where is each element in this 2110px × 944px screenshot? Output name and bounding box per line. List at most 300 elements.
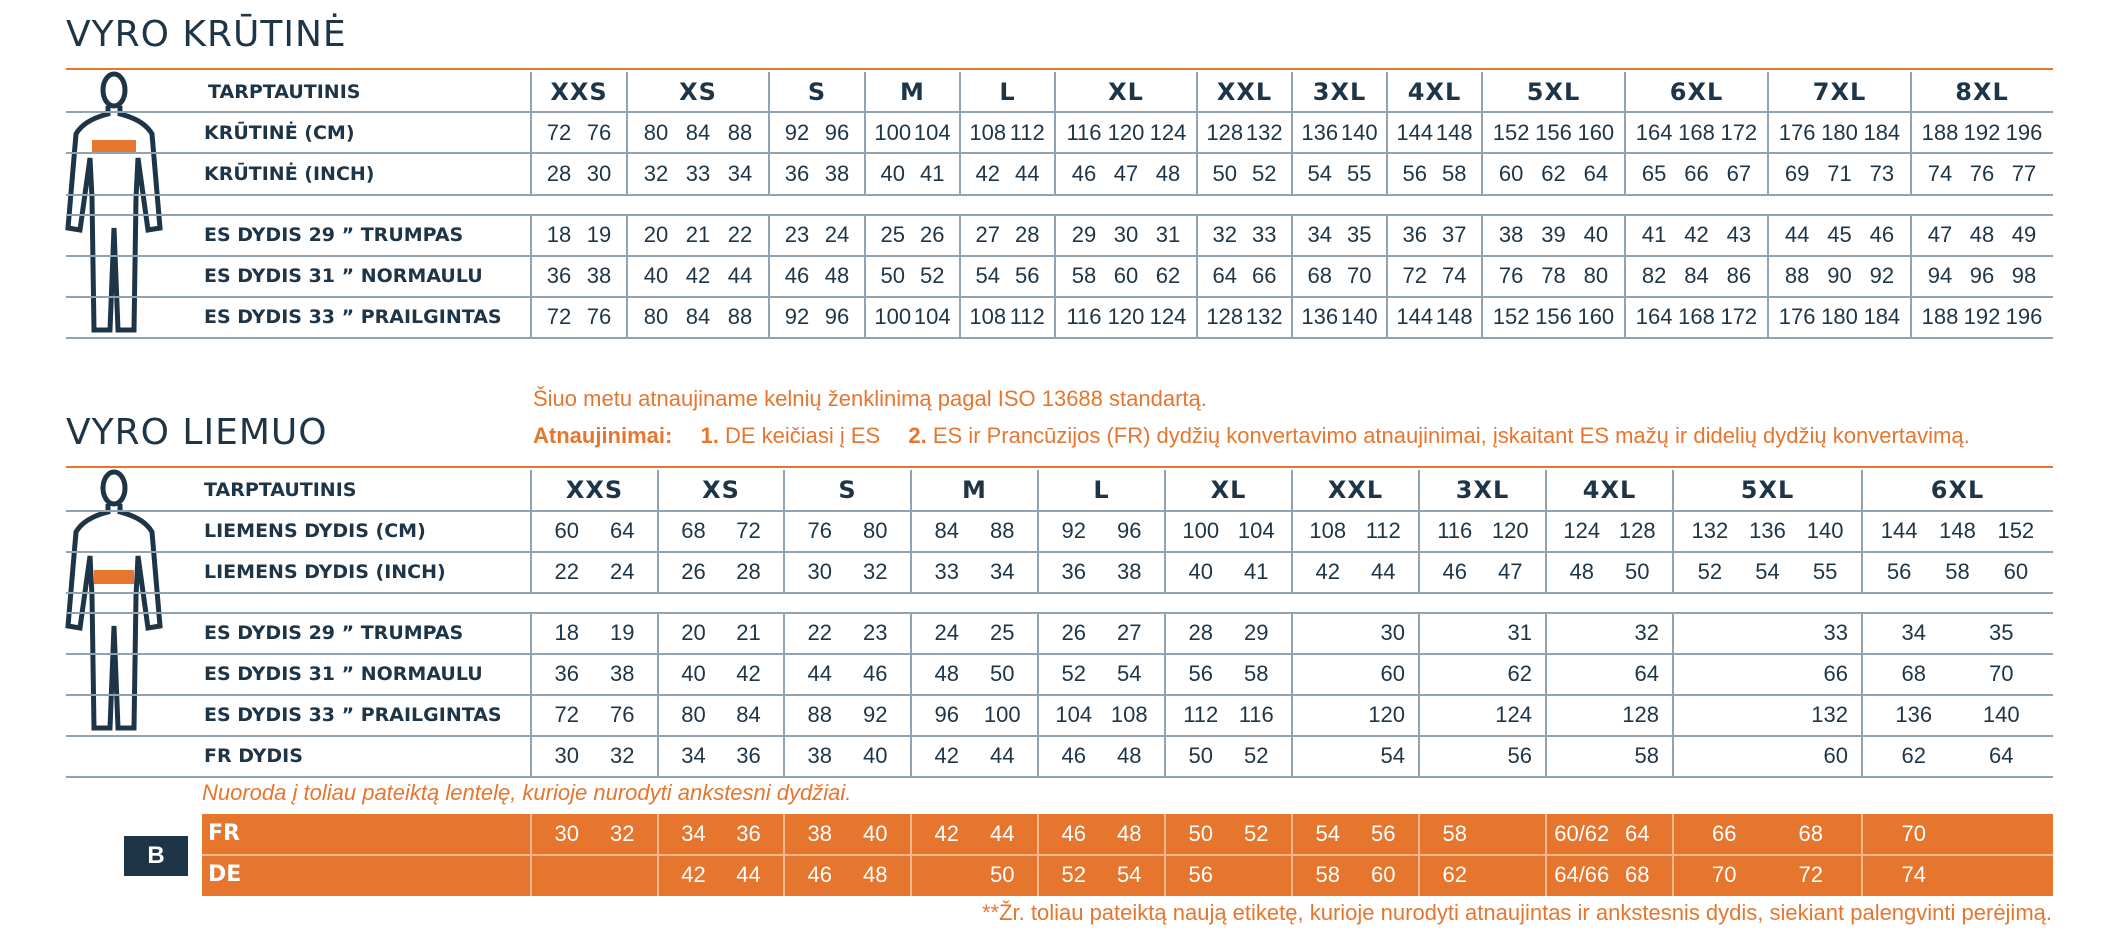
legacy-value-cell: 50 (1188, 821, 1213, 846)
chest-value-cell: 196 (2005, 120, 2043, 145)
waist-value-cell: 76 (807, 518, 832, 543)
legacy-value-cell: 48 (1117, 821, 1142, 846)
chest-value-cell: 27 (975, 222, 1000, 247)
legacy-value-cell (1483, 855, 1539, 895)
waist-value-cell: 50 (990, 661, 1015, 686)
chest-value-cell: 73 (1869, 161, 1895, 186)
waist-value-cell: 22 (807, 620, 832, 645)
chest-value-cell: 176 (1778, 120, 1816, 145)
legacy-value-cell: 58 (1315, 862, 1340, 887)
chest-size-header: XXS (550, 78, 608, 106)
chest-value-cell: 38 (1498, 222, 1524, 247)
waist-value-cell: 64 (610, 518, 635, 543)
footnote: **Žr. toliau pateiktą naują etiketę, kurioje nurodyti atnaujintas ir ankstesnis dydis, siekiant palengvinti perėjimą. (981, 900, 2052, 925)
waist-value-cell: 58 (1244, 661, 1269, 686)
waist-value-cell: 100 (983, 702, 1021, 727)
waist-value-cell: 116 (1238, 702, 1274, 727)
waist-value-cell: 30 (554, 743, 579, 768)
waist-value-cell: 64 (1634, 661, 1659, 686)
waist-value-cell: 46 (1442, 559, 1467, 584)
chest-row-label: ES DYDIS 33 ” PRAILGINTAS (204, 306, 502, 328)
chest-value-cell: 28 (1015, 222, 1040, 247)
waist-value-cell: 56 (1886, 559, 1912, 584)
waist-value-cell: 47 (1498, 559, 1523, 584)
chest-value-cell: 92 (784, 304, 810, 329)
legacy-value-cell: 62 (1442, 862, 1467, 887)
chest-value-cell: 96 (824, 304, 850, 329)
waist-value-cell: 42 (1315, 559, 1340, 584)
chest-value-cell: 132 (1245, 120, 1283, 145)
chest-value-cell: 41 (920, 161, 945, 186)
chest-row-label: TARPTAUTINIS (208, 81, 361, 103)
chest-value-cell: 188 (1921, 120, 1959, 145)
waist-value-cell: 52 (1697, 559, 1723, 584)
waist-value-cell: 124 (1495, 702, 1532, 727)
waist-value-cell: 34 (681, 743, 706, 768)
chest-value-cell: 96 (824, 120, 850, 145)
chest-value-cell: 136 (1301, 304, 1339, 329)
chest-value-cell: 140 (1340, 120, 1378, 145)
legacy-value-cell: 36 (736, 821, 761, 846)
chest-value-cell: 42 (685, 263, 711, 288)
waist-vline (1037, 612, 1039, 776)
waist-value-cell: 20 (681, 620, 706, 645)
chest-value-cell: 48 (1969, 222, 1995, 247)
legacy-value-cell (1229, 855, 1285, 895)
waist-size-header: 5XL (1740, 476, 1795, 504)
waist-value-cell: 58 (1945, 559, 1970, 584)
chest-size-header: 3XL (1312, 78, 1367, 106)
waist-hline (66, 776, 2053, 778)
chest-value-cell: 112 (1009, 304, 1045, 329)
legacy-value-cell: 44 (736, 862, 761, 887)
waist-value-cell: 40 (863, 743, 888, 768)
updates-line (533, 423, 1970, 449)
legacy-value-cell: 68 (1625, 862, 1650, 887)
legacy-value-cell: 42 (934, 821, 959, 846)
waist-value-cell: 35 (1989, 620, 2014, 645)
waist-body-figure-icon (64, 466, 182, 738)
chest-value-cell: 20 (643, 222, 669, 247)
chest-value-cell: 58 (1442, 161, 1467, 186)
chest-value-cell: 188 (1921, 304, 1959, 329)
legacy-value-cell (919, 855, 975, 895)
chest-value-cell: 19 (586, 222, 612, 247)
legacy-value-cell: 74 (1901, 862, 1926, 887)
waist-size-header: M (962, 476, 987, 504)
waist-value-cell: 112 (1183, 702, 1219, 727)
waist-value-cell: 50 (1625, 559, 1650, 584)
chest-value-cell: 48 (1155, 161, 1181, 186)
waist-value-cell: 44 (807, 661, 832, 686)
chest-size-header: 7XL (1812, 78, 1867, 106)
legacy-value-cell (1958, 855, 2046, 895)
chest-value-cell: 77 (2011, 161, 2037, 186)
chest-value-cell: 60 (1113, 263, 1139, 288)
chest-value-cell: 144 (1396, 304, 1434, 329)
chest-value-cell: 180 (1821, 120, 1858, 145)
chest-row-label: KRŪTINĖ (CM) (204, 122, 355, 144)
legacy-value-cell: 60/62 (1554, 821, 1610, 846)
waist-value-cell: 128 (1622, 702, 1659, 727)
waist-value-cell: 41 (1244, 559, 1269, 584)
waist-size-header: S (838, 476, 857, 504)
waist-value-cell: 60 (1823, 743, 1848, 768)
waist-top-rule (66, 466, 2053, 468)
waist-value-cell: 68 (681, 518, 706, 543)
chest-value-cell: 172 (1720, 120, 1758, 145)
chest-value-cell: 68 (1307, 263, 1332, 288)
chest-value-cell: 164 (1635, 304, 1673, 329)
waist-value-cell: 60 (2003, 559, 2029, 584)
waist-value-cell: 88 (807, 702, 832, 727)
chest-value-cell: 152 (1492, 120, 1530, 145)
chest-vline (1624, 214, 1626, 337)
waist-value-cell: 104 (1237, 518, 1275, 543)
chest-value-cell: 80 (643, 120, 669, 145)
waist-value-cell: 140 (1806, 518, 1844, 543)
waist-value-cell: 128 (1618, 518, 1656, 543)
legacy-value-cell: 32 (610, 821, 635, 846)
chest-value-cell: 65 (1641, 161, 1667, 186)
chest-size-header: XS (679, 78, 717, 106)
chest-value-cell: 144 (1396, 120, 1434, 145)
chest-size-header: XL (1108, 78, 1144, 106)
chest-value-cell: 29 (1071, 222, 1097, 247)
chest-value-cell: 148 (1435, 120, 1473, 145)
chest-value-cell: 44 (1784, 222, 1810, 247)
chest-value-cell: 192 (1963, 304, 2001, 329)
waist-row-label: LIEMENS DYDIS (INCH) (204, 561, 446, 583)
waist-value-cell: 30 (1380, 620, 1405, 645)
chest-value-cell: 196 (2005, 304, 2043, 329)
waist-value-cell: 48 (1117, 743, 1142, 768)
waist-value-cell: 70 (1989, 661, 2014, 686)
chest-value-cell: 184 (1863, 120, 1901, 145)
chest-value-cell: 52 (920, 263, 945, 288)
legacy-vline (783, 814, 785, 896)
waist-value-cell: 48 (1569, 559, 1594, 584)
legacy-value-cell (1958, 814, 2046, 854)
waist-hline (66, 592, 2053, 594)
chest-value-cell: 128 (1206, 120, 1244, 145)
chest-value-cell: 136 (1301, 120, 1339, 145)
chest-value-cell: 160 (1577, 120, 1615, 145)
chest-value-cell: 44 (1015, 161, 1040, 186)
waist-value-cell: 108 (1110, 702, 1148, 727)
legacy-value-cell (539, 855, 595, 895)
chest-value-cell: 60 (1498, 161, 1524, 186)
waist-size-header: 4XL (1582, 476, 1637, 504)
legacy-value-cell: 72 (1798, 862, 1823, 887)
waist-value-cell: 104 (1055, 702, 1093, 727)
legacy-value-cell: 58 (1442, 821, 1467, 846)
chest-value-cell: 46 (1071, 161, 1097, 186)
waist-value-cell: 28 (736, 559, 761, 584)
waist-value-cell: 33 (934, 559, 959, 584)
chest-value-cell: 156 (1535, 120, 1572, 145)
waist-value-cell: 34 (990, 559, 1015, 584)
chest-value-cell: 120 (1107, 120, 1145, 145)
chest-value-cell: 23 (784, 222, 810, 247)
update2-number: 2. (908, 423, 927, 448)
waist-value-cell: 108 (1309, 518, 1347, 543)
chest-vline (1291, 214, 1293, 337)
updates-label: Atnaujinimai: (533, 423, 673, 448)
legacy-badge: B (124, 836, 188, 876)
waist-value-cell: 34 (1901, 620, 1926, 645)
waist-vline (1861, 612, 1863, 776)
waist-value-cell: 21 (736, 620, 761, 645)
chest-vline (768, 214, 770, 337)
chest-value-cell: 48 (824, 263, 850, 288)
chest-value-cell: 25 (880, 222, 905, 247)
chest-value-cell: 36 (1402, 222, 1427, 247)
chest-value-cell: 124 (1149, 304, 1187, 329)
waist-value-cell: 60 (554, 518, 579, 543)
chest-value-cell: 92 (1869, 263, 1895, 288)
legacy-value-cell: 70 (1712, 862, 1737, 887)
chest-value-cell: 148 (1435, 304, 1473, 329)
chest-value-cell: 112 (1009, 120, 1045, 145)
waist-vline (783, 612, 785, 776)
chest-title: VYRO KRŪTINĖ (66, 14, 347, 55)
chest-vline (626, 214, 628, 337)
waist-value-cell: 36 (1061, 559, 1086, 584)
chest-value-cell: 34 (727, 161, 753, 186)
legacy-value-cell: 64/66 (1554, 862, 1610, 887)
waist-value-cell: 80 (681, 702, 706, 727)
chest-row-label: ES DYDIS 29 ” TRUMPAS (204, 224, 464, 246)
chest-value-cell: 38 (824, 161, 850, 186)
chest-value-cell: 104 (913, 120, 951, 145)
chest-value-cell: 26 (920, 222, 945, 247)
legacy-value-cell: 52 (1244, 821, 1269, 846)
waist-value-cell: 27 (1117, 620, 1142, 645)
chest-value-cell: 36 (784, 161, 810, 186)
chest-value-cell: 38 (586, 263, 612, 288)
chest-value-cell: 50 (1212, 161, 1237, 186)
waist-row-label: ES DYDIS 29 ” TRUMPAS (204, 622, 464, 644)
waist-value-cell: 72 (736, 518, 761, 543)
chest-value-cell: 160 (1577, 304, 1615, 329)
legacy-value-cell: 56 (1188, 862, 1213, 887)
chest-value-cell: 72 (546, 120, 572, 145)
chest-value-cell: 100 (874, 304, 912, 329)
waist-value-cell: 136 (1895, 702, 1933, 727)
waist-row-label: ES DYDIS 31 ” NORMAULU (204, 663, 483, 685)
waist-value-cell: 68 (1901, 661, 1926, 686)
waist-value-cell: 80 (863, 518, 888, 543)
chest-value-cell: 164 (1635, 120, 1673, 145)
waist-value-cell: 40 (681, 661, 706, 686)
chest-value-cell: 62 (1541, 161, 1566, 186)
chest-value-cell: 132 (1245, 304, 1283, 329)
chest-value-cell: 108 (969, 120, 1007, 145)
chest-value-cell: 82 (1641, 263, 1667, 288)
waist-value-cell: 28 (1188, 620, 1213, 645)
chest-vline (1910, 214, 1912, 337)
chest-vline (1481, 214, 1483, 337)
waist-vline (657, 612, 659, 776)
waist-value-cell: 96 (1117, 518, 1142, 543)
chest-value-cell: 120 (1107, 304, 1145, 329)
legacy-vline (1672, 814, 1674, 896)
legacy-value-cell: 34 (681, 821, 706, 846)
waist-value-cell: 38 (610, 661, 635, 686)
chest-value-cell: 40 (643, 263, 669, 288)
chest-value-cell: 36 (546, 263, 572, 288)
legacy-vline (910, 814, 912, 896)
chest-value-cell: 32 (643, 161, 669, 186)
waist-value-cell: 42 (736, 661, 761, 686)
waist-value-cell: 48 (934, 661, 959, 686)
waist-value-cell: 38 (807, 743, 832, 768)
chest-value-cell: 30 (586, 161, 612, 186)
waist-row-label: LIEMENS DYDIS (CM) (204, 520, 426, 542)
chest-value-cell: 54 (1307, 161, 1332, 186)
waist-value-cell: 62 (1507, 661, 1532, 686)
chest-value-cell: 128 (1206, 304, 1244, 329)
waist-value-cell: 88 (990, 518, 1015, 543)
waist-value-cell: 46 (863, 661, 888, 686)
chest-size-header: XXL (1216, 78, 1273, 106)
waist-value-cell: 24 (934, 620, 959, 645)
chest-value-cell: 78 (1541, 263, 1566, 288)
chest-vline (864, 214, 866, 337)
chest-value-cell: 90 (1827, 263, 1852, 288)
legacy-value-cell: 46 (807, 862, 832, 887)
chest-value-cell: 76 (586, 304, 612, 329)
chest-value-cell: 55 (1347, 161, 1372, 186)
chest-value-cell: 46 (784, 263, 810, 288)
chest-value-cell: 70 (1347, 263, 1372, 288)
chest-size-header: 4XL (1407, 78, 1462, 106)
waist-value-cell: 26 (681, 559, 706, 584)
waist-value-cell: 32 (610, 743, 635, 768)
chest-value-cell: 43 (1726, 222, 1752, 247)
chest-size-header: S (807, 78, 827, 106)
waist-title: VYRO LIEMUO (66, 412, 328, 453)
waist-value-cell: 29 (1244, 620, 1269, 645)
chest-value-cell: 35 (1347, 222, 1372, 247)
chest-vline (1196, 214, 1198, 337)
waist-value-cell: 32 (1634, 620, 1659, 645)
legacy-value-cell: 44 (990, 821, 1015, 846)
waist-value-cell: 19 (610, 620, 635, 645)
waist-size-header: XL (1210, 476, 1247, 504)
waist-value-cell: 44 (1371, 559, 1396, 584)
waist-value-cell: 92 (863, 702, 888, 727)
waist-value-cell: 54 (1755, 559, 1780, 584)
chest-value-cell: 34 (1307, 222, 1332, 247)
legacy-value-cell: 30 (554, 821, 579, 846)
chest-value-cell: 84 (1684, 263, 1709, 288)
chest-value-cell: 64 (1583, 161, 1609, 186)
chest-value-cell: 52 (1252, 161, 1277, 186)
chest-value-cell: 140 (1340, 304, 1378, 329)
legacy-vline (1291, 814, 1293, 896)
chest-value-cell: 39 (1541, 222, 1566, 247)
chest-value-cell: 104 (913, 304, 951, 329)
chest-value-cell: 54 (975, 263, 1000, 288)
chest-value-cell: 124 (1149, 120, 1187, 145)
waist-value-cell: 23 (863, 620, 888, 645)
legacy-value-cell: 68 (1798, 821, 1823, 846)
chest-value-cell: 176 (1778, 304, 1816, 329)
chest-value-cell: 40 (1583, 222, 1609, 247)
chest-size-header: 5XL (1526, 78, 1581, 106)
waist-value-cell: 22 (554, 559, 579, 584)
chest-size-header: L (999, 78, 1016, 106)
update1-text: DE keičiasi į ES (724, 423, 881, 448)
legacy-value-cell: 64 (1625, 821, 1650, 846)
chest-value-cell: 74 (1927, 161, 1953, 186)
waist-value-cell: 33 (1823, 620, 1848, 645)
waist-value-cell: 152 (1997, 518, 2035, 543)
chest-value-cell: 108 (969, 304, 1007, 329)
legacy-value-cell (595, 855, 651, 895)
chest-size-header: 6XL (1669, 78, 1724, 106)
waist-value-cell: 55 (1812, 559, 1838, 584)
chest-value-cell: 116 (1066, 304, 1102, 329)
legacy-row-label: FR (208, 821, 240, 846)
chest-value-cell: 31 (1155, 222, 1181, 247)
waist-value-cell: 76 (610, 702, 635, 727)
chest-value-cell: 33 (685, 161, 711, 186)
waist-vline (910, 612, 912, 776)
update2-text: ES ir Prancūzijos (FR) dydžių konvertavimo atnaujinimai, įskaitant ES mažų ir didelių dydžių konvertavimą. (932, 423, 1970, 448)
chest-value-cell: 168 (1678, 304, 1715, 329)
chest-top-rule (66, 68, 2053, 70)
waist-value-cell: 144 (1880, 518, 1918, 543)
legacy-value-cell: 38 (807, 821, 832, 846)
waist-value-cell: 66 (1823, 661, 1848, 686)
waist-value-cell: 25 (990, 620, 1015, 645)
chest-value-cell: 156 (1535, 304, 1572, 329)
legacy-row-label: DE (208, 862, 242, 887)
chest-value-cell: 66 (1684, 161, 1709, 186)
legacy-vline (1861, 814, 1863, 896)
legacy-value-cell: 50 (990, 862, 1015, 887)
legacy-vline (1545, 814, 1547, 896)
waist-value-cell: 50 (1188, 743, 1213, 768)
chest-value-cell: 44 (727, 263, 753, 288)
chest-value-cell: 21 (685, 222, 711, 247)
chest-value-cell: 56 (1015, 263, 1040, 288)
legacy-value-cell: 70 (1901, 821, 1926, 846)
legacy-value-cell: 48 (863, 862, 888, 887)
waist-value-cell: 120 (1491, 518, 1529, 543)
chest-value-cell: 92 (784, 120, 810, 145)
waist-value-cell: 40 (1188, 559, 1213, 584)
reference-note: Nuoroda į toliau pateiktą lentelę, kurioje nurodyti ankstesni dydžiai. (202, 780, 852, 805)
waist-value-cell: 96 (934, 702, 959, 727)
legacy-value-cell: 60 (1371, 862, 1396, 887)
chest-hline (66, 337, 2053, 339)
chest-value-cell: 47 (1113, 161, 1139, 186)
waist-vline (530, 612, 532, 776)
waist-value-cell: 30 (807, 559, 832, 584)
chest-value-cell: 24 (824, 222, 850, 247)
chest-value-cell: 86 (1726, 263, 1752, 288)
waist-value-cell: 124 (1563, 518, 1601, 543)
chest-value-cell: 42 (1684, 222, 1709, 247)
chest-value-cell: 88 (1784, 263, 1810, 288)
waist-value-cell: 120 (1368, 702, 1405, 727)
waist-value-cell: 136 (1749, 518, 1786, 543)
chest-hline (66, 194, 2053, 196)
